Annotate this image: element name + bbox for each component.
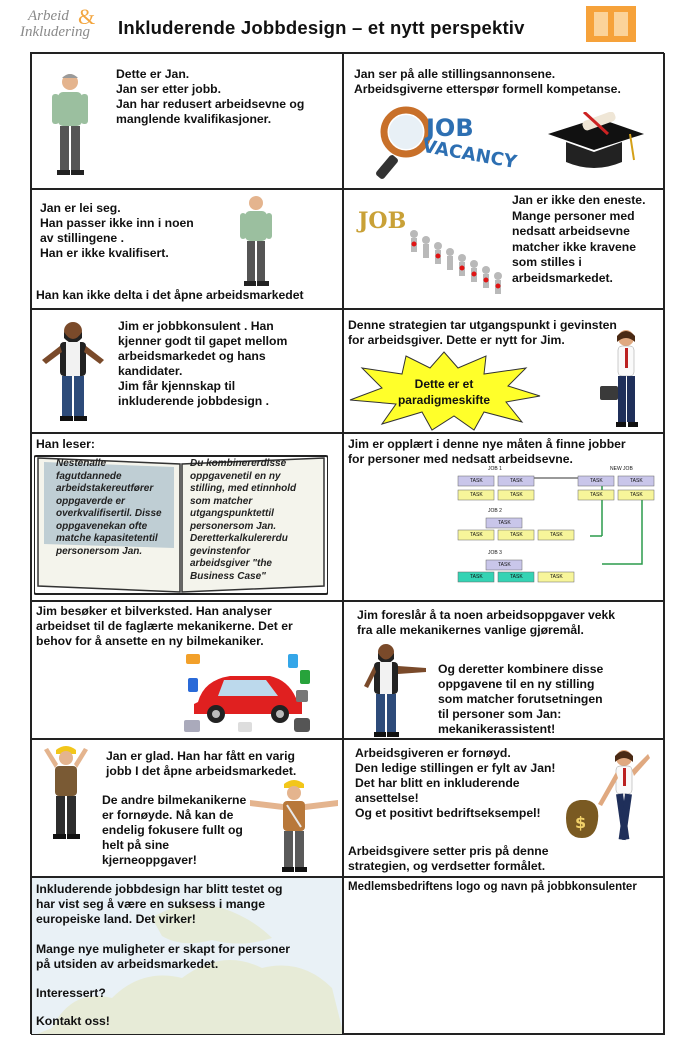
partner-logo-icon — [586, 6, 636, 42]
panel-13 — [31, 877, 343, 1035]
panel-12 — [343, 739, 665, 877]
diagram-task-label: TASK — [498, 562, 511, 568]
panel-4-text: Jan er ikke den eneste. Mange personer med nedsatt arbeidsevne matcher ikke kravene som stilles i arbeidsmarkedet. — [512, 193, 646, 285]
logo-word-arbeid: Arbeid — [28, 8, 69, 24]
jim-consultant-icon — [38, 320, 108, 422]
diagram-task-label: TASK — [590, 478, 603, 484]
panel-12-bottom-text: Arbeidsgivere setter pris på denne strategien, og verdsetter formålet. — [348, 844, 549, 873]
panel-5 — [31, 309, 343, 433]
header — [0, 0, 692, 52]
diagram-task-label: TASK — [470, 478, 483, 484]
jan-person-icon — [48, 72, 92, 176]
panel-14 — [343, 877, 665, 1035]
interested-prompt: Interessert? — [36, 986, 106, 1000]
jan-sad-person-icon — [236, 194, 276, 288]
diagram-task-label: TASK — [470, 574, 483, 580]
panel-8-text: Jim er opplært i denne nye måten å finne jobber for personer med nedsatt arbeidsevne. — [348, 437, 626, 466]
panel-2 — [343, 53, 665, 189]
diagram-task-label: TASK — [550, 532, 563, 538]
diagram-task-label: TASK — [498, 520, 511, 526]
graduation-cap-icon — [542, 112, 646, 176]
panel-12-top-text: Arbeidsgiveren er fornøyd. Den ledige stillingen er fylt av Jan! Det har blitt en inkluderende ansettelse! Og et positivt bedriftseksempel! — [355, 746, 556, 820]
panel-6-text: Denne strategien tar utgangspunkt i gevinsten for arbeidsgiver. Dette er nytt for Jim. — [348, 318, 617, 347]
diagram-label-job3: JOB 3 — [488, 550, 502, 556]
book-right-page-text: Du kombinererdisse oppgavenetil en ny stilling, med etinnhold som matcher utgangspunktettil personersom Jan. Deretterkalkulererdu gevinstenfor arbeidsgiver "the Business Case" — [190, 458, 297, 582]
diagram-label-job2: JOB 2 — [488, 508, 502, 514]
job-queue-sign: JOB — [358, 208, 407, 234]
diagram-task-label: TASK — [510, 574, 523, 580]
diagram-task-label: TASK — [630, 478, 643, 484]
panel-3 — [31, 189, 343, 309]
diagram-label-new-job: NEW JOB — [610, 466, 633, 472]
svg-text:$: $ — [575, 813, 587, 832]
car-workshop-icon — [184, 650, 312, 734]
page-title: Inkluderende Jobbdesign – et nytt perspektiv — [118, 17, 525, 38]
panel-7-heading: Han leser: — [36, 437, 95, 451]
diagram-task-label: TASK — [510, 478, 523, 484]
diagram-task-label: TASK — [510, 492, 523, 498]
panel-11-top-text: Jan er glad. Han har fått en varig jobb I det åpne arbeidsmarkedet. — [106, 749, 297, 778]
diagram-label-job1: JOB 1 — [488, 466, 502, 472]
logo-word-inkludering: Inkludering — [20, 24, 90, 40]
money-bag-woman-icon — [562, 748, 654, 848]
mechanic-worker-icon — [246, 778, 342, 874]
job-sign-line2: VACANCY — [420, 135, 519, 174]
employer-woman-icon — [600, 328, 650, 432]
panel-2-text: Jan ser på alle stillingsannonsene. Arbeidsgiverne etterspør formell kompetanse. — [354, 67, 621, 96]
panel-1 — [31, 53, 343, 189]
panel-13-text-b: Mange nye muligheter er skapt for personer på utsiden av arbeidsmarkedet. — [36, 942, 290, 971]
arbeid-inkludering-logo — [20, 4, 110, 42]
panel-6 — [343, 309, 665, 433]
book-left-page-text: Nestenalle fagutdannede arbeidstakereutfører oppgaverde er overkvalifisertil. Disse oppgavenekan ofte matche kapasitetentil personersom Jan. — [56, 458, 162, 557]
panel-9-text: Jim besøker et bilverksted. Han analyser arbeidset til de faglærte mekanikerne. Det er behov for å ansette en ny bilmekaniker. — [36, 604, 293, 648]
contact-us-cta: Kontakt oss! — [36, 1014, 110, 1028]
panel-7 — [31, 433, 343, 601]
diagram-task-label: TASK — [470, 532, 483, 538]
panel-8 — [343, 433, 665, 601]
people-queue-icon — [356, 212, 506, 296]
diagram-task-label: TASK — [630, 492, 643, 498]
panel-11-bottom-text: De andre bilmekanikerne er fornøyde. Nå kan de endelig fokusere fullt og helt på sine kjerneoppgaver! — [102, 793, 247, 867]
job-sign-line1: JOB — [426, 114, 474, 142]
panel-13-text-a: Inkluderende jobbdesign har blitt testet og har vist seg å være en suksess i mange europeiske land. Det virker! — [36, 882, 283, 926]
panel-3-text: Jan er lei seg. Han passer ikke inn i noen av stillingene . Han er ikke kvalifisert. — [40, 201, 194, 260]
happy-worker-icon — [40, 744, 92, 840]
panel-10-bottom-text: Og deretter kombinere disse oppgavene til en ny stilling som matcher forutsetningen til personer som Jan: mekanikerassistent! — [438, 662, 604, 736]
member-logo-placeholder-text: Medlemsbedriftens logo og navn på jobbkonsulenter — [348, 881, 637, 893]
comic-grid — [30, 52, 664, 1034]
panel-10 — [343, 601, 665, 739]
panel-10-top-text: Jim foreslår å ta noen arbeidsoppgaver vekk fra alle mekanikernes vanlige gjøremål. — [357, 608, 616, 637]
diagram-task-label: TASK — [470, 492, 483, 498]
logo-ampersand: & — [78, 4, 96, 29]
paradigm-shift-callout: Dette er et paradigmeskifte — [397, 377, 491, 407]
panel-3-bottom-text: Han kan ikke delta i det åpne arbeidsmarkedet — [36, 288, 304, 302]
diagram-task-label: TASK — [550, 574, 563, 580]
panel-11 — [31, 739, 343, 877]
panel-1-text: Dette er Jan. Jan ser etter jobb. Jan har redusert arbeidsevne og manglende kvalifikasjoner. — [116, 67, 305, 126]
panel-4 — [343, 189, 665, 309]
jim-pointing-icon — [360, 642, 430, 738]
diagram-task-label: TASK — [510, 532, 523, 538]
diagram-task-label: TASK — [590, 492, 603, 498]
task-diagram-labels — [452, 464, 656, 592]
panel-9 — [31, 601, 343, 739]
panel-5-text: Jim er jobbkonsulent . Han kjenner godt til gapet mellom arbeidsmarkedet og hans kandidater. Jim får kjennskap til inkluderende jobbdesign . — [118, 319, 288, 408]
